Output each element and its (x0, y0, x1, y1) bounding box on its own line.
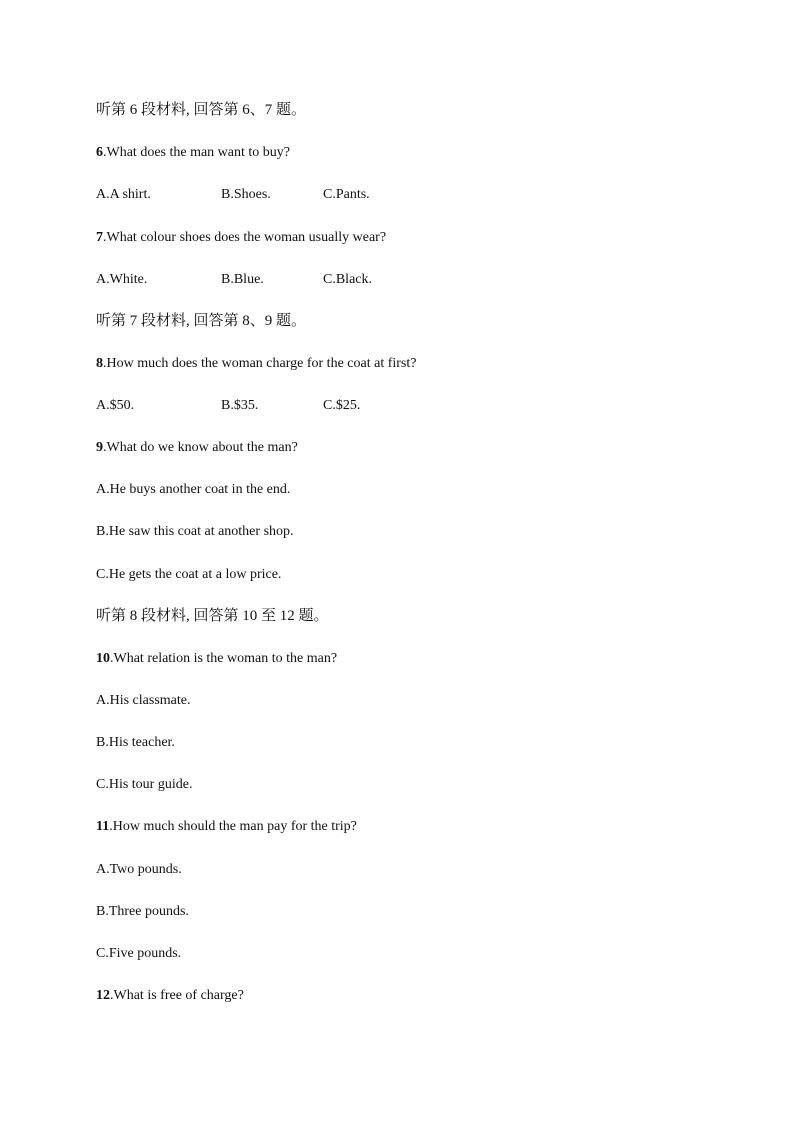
question-text: .What do we know about the man? (103, 440, 298, 455)
question-number: 7 (96, 230, 103, 245)
option-a: A.White. (96, 272, 148, 287)
option-c: C.$25. (323, 398, 361, 413)
option-a: A.A shirt. (96, 187, 151, 202)
question-9 (96, 439, 298, 457)
question-number: 6 (96, 145, 103, 160)
question-text: .What is free of charge? (110, 988, 244, 1003)
option-c: C.His tour guide. (96, 777, 193, 792)
question-number: 9 (96, 440, 103, 455)
question-text: .What does the man want to buy? (103, 145, 291, 160)
section-heading: 听第 8 段材料, 回答第 10 至 12 题。 (96, 608, 329, 624)
option-b: B.$35. (221, 398, 259, 413)
question-7-options (96, 271, 372, 289)
question-6-options (96, 186, 370, 204)
question-number: 11 (96, 819, 110, 834)
question-number: 8 (96, 356, 103, 371)
question-11 (96, 818, 357, 836)
question-text: .What relation is the woman to the man? (110, 651, 338, 666)
option-c: C.Pants. (323, 187, 370, 202)
question-10 (96, 650, 337, 668)
section-heading: 听第 7 段材料, 回答第 8、9 题。 (96, 313, 307, 329)
section-heading: 听第 6 段材料, 回答第 6、7 题。 (96, 102, 307, 118)
option-b: B.He saw this coat at another shop. (96, 524, 294, 539)
question-6 (96, 144, 290, 162)
option-b: B.Three pounds. (96, 904, 189, 919)
option-c: C.Black. (323, 272, 372, 287)
option-b: B.Shoes. (221, 187, 271, 202)
question-text: .How much should the man pay for the trip? (109, 819, 357, 834)
option-a: A.$50. (96, 398, 135, 413)
option-a: A.He buys another coat in the end. (96, 482, 291, 497)
question-8-options (96, 397, 360, 415)
question-text: .How much does the woman charge for the coat at first? (103, 356, 417, 371)
option-a: A.Two pounds. (96, 862, 182, 877)
question-number: 10 (96, 651, 110, 666)
option-c: C.He gets the coat at a low price. (96, 567, 282, 582)
question-12 (96, 987, 244, 1005)
question-8 (96, 355, 416, 373)
option-b: B.His teacher. (96, 735, 175, 750)
option-c: C.Five pounds. (96, 946, 182, 961)
question-text: .What colour shoes does the woman usually wear? (103, 230, 387, 245)
question-7 (96, 229, 386, 247)
option-a: A.His classmate. (96, 693, 191, 708)
question-number: 12 (96, 988, 110, 1003)
option-b: B.Blue. (221, 272, 264, 287)
